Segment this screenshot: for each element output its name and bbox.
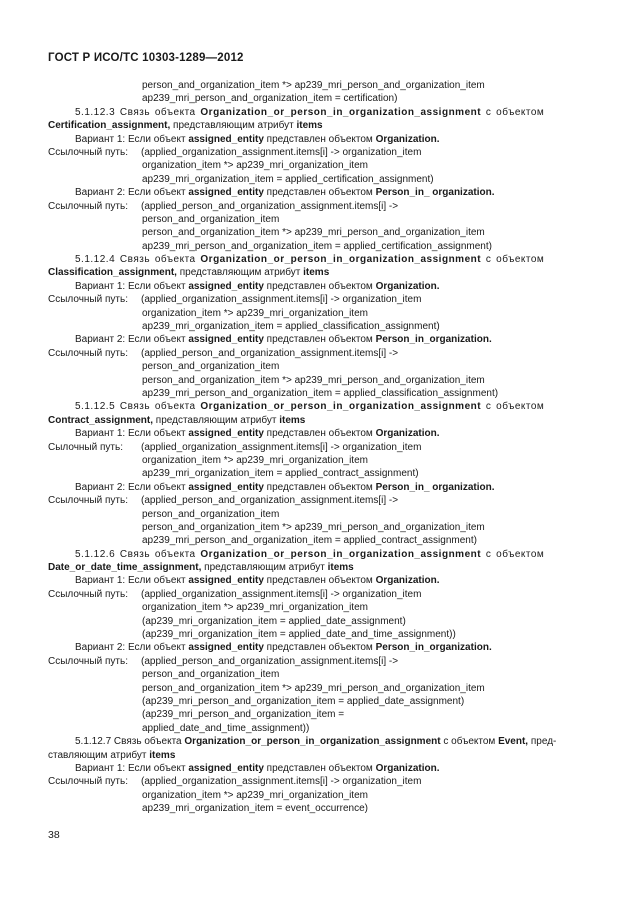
- path-label: Ссылочный путь:: [48, 776, 128, 788]
- text-line: organization_item *> ap239_mri_organization_item: [142, 454, 368, 466]
- text-line: (ap239_mri_person_and_organization_item =: [142, 709, 345, 721]
- bold-term: Classification_assignment,: [48, 267, 177, 279]
- bold-term: Organization_or_person_in_organization_assignment: [200, 254, 482, 266]
- bold-term: Event,: [498, 736, 529, 748]
- text-run: Вариант 2: Если объект: [75, 642, 189, 654]
- text-line: ap239_mri_organization_item = applied_certification_assignment): [142, 173, 434, 185]
- text-run: представляющим атрибут: [153, 414, 280, 426]
- text-line: organization_item *> ap239_mri_organization_item: [142, 789, 368, 801]
- text-run: (applied_person_and_organization_assignment.items[i] ->: [141, 495, 399, 507]
- text-run: представляющим атрибут: [201, 562, 328, 574]
- bold-term: Organization_or_person_in_organization_assignment: [200, 401, 482, 413]
- text-run: представляющим атрибут: [176, 267, 304, 279]
- text-line: [48, 333, 583, 346]
- text-line: ap239_mri_person_and_organization_item = certification): [142, 93, 398, 105]
- bold-term: assigned_entity: [188, 575, 264, 587]
- text-line: [48, 427, 583, 440]
- text-run: (applied_person_and_organization_assignment.items[i] ->: [141, 200, 399, 212]
- text-line: organization_item *> ap239_mri_organization_item: [142, 307, 368, 319]
- text-line: ap239_mri_organization_item = applied_contract_assignment): [142, 468, 419, 480]
- text-line: [48, 146, 583, 159]
- text-line: [48, 186, 583, 199]
- text-line: [48, 494, 583, 507]
- text-line: person_and_organization_item *> ap239_mri_person_and_organization_item: [142, 374, 485, 386]
- text-line: [48, 749, 583, 762]
- text-line: [48, 200, 583, 213]
- bold-term: Organization.: [375, 133, 440, 145]
- bold-term: assigned_entity: [188, 133, 264, 145]
- text-run: (applied_organization_assignment.items[i] -> organization_item: [141, 294, 422, 306]
- path-label: Ссылочный путь:: [48, 655, 128, 667]
- text-run: представлен объектом: [263, 334, 376, 346]
- text-line: [48, 775, 583, 788]
- bold-term: Person_in_organization.: [375, 642, 492, 654]
- text-line: applied_date_and_time_assignment)): [142, 722, 310, 734]
- text-line: [48, 414, 583, 427]
- bold-term: assigned_entity: [188, 481, 264, 493]
- bold-term: Contract_assignment,: [48, 414, 154, 426]
- text-run: 5.1.12.7 Связь объекта: [75, 736, 185, 748]
- text-line: [48, 280, 583, 293]
- text-run: 5.1.12.6 Связь объекта: [75, 548, 201, 560]
- text-line: [48, 253, 583, 266]
- bold-term: Certification_assignment,: [48, 120, 171, 132]
- document-header: ГОСТ Р ИСО/ТС 10303-1289—2012: [48, 52, 244, 64]
- bold-term: Organization_or_person_in_organization_assignment: [184, 736, 441, 748]
- text-line: [48, 293, 583, 306]
- text-line: [48, 106, 583, 119]
- path-label: Ссылочный путь:: [48, 495, 128, 507]
- text-line: person_and_organization_item *> ap239_mri_person_and_organization_item: [142, 521, 485, 533]
- text-line: [48, 762, 583, 775]
- bold-term: items: [279, 414, 306, 426]
- text-line: person_and_organization_item: [142, 361, 280, 373]
- text-line: [48, 400, 583, 413]
- text-line: person_and_organization_item: [142, 508, 280, 520]
- bold-term: Person_in_organization.: [375, 334, 492, 346]
- document-body: [48, 79, 583, 815]
- text-run: Вариант 2: Если объект: [75, 334, 189, 346]
- text-line: (ap239_mri_organization_item = applied_date_assignment): [142, 615, 406, 627]
- text-line: person_and_organization_item *> ap239_mri_person_and_organization_item: [142, 80, 485, 91]
- page-number: 38: [48, 829, 60, 841]
- text-run: (applied_person_and_organization_assignment.items[i] ->: [141, 655, 399, 667]
- path-label: Ссылочный путь:: [48, 588, 128, 600]
- text-line: [48, 266, 583, 279]
- text-run: с объектом: [481, 254, 545, 266]
- bold-term: items: [296, 120, 323, 132]
- bold-term: Organization.: [375, 762, 440, 774]
- text-line: [48, 119, 583, 132]
- bold-term: Organization.: [375, 575, 440, 587]
- text-line: organization_item *> ap239_mri_organization_item: [142, 602, 368, 614]
- text-line: ap239_mri_person_and_organization_item = applied_contract_assignment): [142, 535, 477, 547]
- text-run: ставляющим атрибут: [48, 749, 150, 761]
- path-label: Ссылочный путь:: [48, 200, 128, 212]
- text-run: представлен объектом: [263, 187, 376, 199]
- bold-term: Organization_or_person_in_organization_assignment: [200, 106, 482, 118]
- text-run: Вариант 2: Если объект: [75, 481, 189, 493]
- text-run: с объектом: [440, 736, 499, 748]
- text-run: (applied_organization_assignment.items[i] -> organization_item: [141, 441, 422, 453]
- path-label: Ссылочный путь:: [48, 294, 128, 306]
- path-label: Сылочный путь:: [48, 441, 123, 453]
- text-run: (applied_organization_assignment.items[i] -> organization_item: [141, 588, 422, 600]
- bold-term: assigned_entity: [188, 642, 264, 654]
- bold-term: Organization.: [375, 280, 440, 292]
- text-line: (ap239_mri_organization_item = applied_date_and_time_assignment)): [142, 629, 456, 641]
- text-line: person_and_organization_item *> ap239_mri_person_and_organization_item: [142, 682, 485, 694]
- text-line: [48, 133, 583, 146]
- text-line: ap239_mri_organization_item = applied_classification_assignment): [142, 321, 440, 333]
- bold-term: assigned_entity: [188, 280, 264, 292]
- text-line: [48, 347, 583, 360]
- text-run: представлен объектом: [263, 481, 376, 493]
- bold-term: assigned_entity: [188, 762, 264, 774]
- bold-term: assigned_entity: [188, 187, 264, 199]
- text-run: представлен объектом: [263, 762, 376, 774]
- text-line: [48, 655, 583, 668]
- text-line: organization_item *> ap239_mri_organization_item: [142, 160, 368, 172]
- text-line: ap239_mri_organization_item = event_occurrence): [142, 803, 368, 815]
- text-run: (applied_person_and_organization_assignment.items[i] ->: [141, 347, 399, 359]
- text-line: [48, 735, 583, 748]
- text-line: [48, 481, 583, 494]
- bold-term: items: [149, 749, 176, 761]
- text-run: представляющим атрибут: [170, 120, 297, 132]
- path-label: Ссылочный путь:: [48, 146, 128, 158]
- text-line: person_and_organization_item: [142, 669, 280, 681]
- text-run: Вариант 2: Если объект: [75, 187, 189, 199]
- text-line: [48, 441, 583, 454]
- text-run: представлен объектом: [263, 133, 376, 145]
- text-line: [48, 574, 583, 587]
- text-run: представлен объектом: [263, 280, 376, 292]
- text-run: 5.1.12.3 Связь объекта: [75, 106, 201, 118]
- bold-term: Person_in_ organization.: [375, 481, 495, 493]
- text-run: Вариант 1: Если объект: [75, 280, 189, 292]
- bold-term: Organization_or_person_in_organization_assignment: [200, 548, 482, 560]
- bold-term: items: [327, 562, 354, 574]
- text-run: (applied_organization_assignment.items[i] -> organization_item: [141, 776, 422, 788]
- text-line: [48, 548, 583, 561]
- text-run: 5.1.12.5 Связь объекта: [75, 401, 201, 413]
- text-run: Вариант 1: Если объект: [75, 428, 189, 440]
- path-label: Ссылочный путь:: [48, 347, 128, 359]
- text-line: person_and_organization_item: [142, 213, 280, 225]
- text-line: (ap239_mri_person_and_organization_item = applied_date_assignment): [142, 695, 465, 707]
- text-run: Вариант 1: Если объект: [75, 762, 189, 774]
- text-line: [48, 561, 583, 574]
- bold-term: items: [303, 267, 330, 279]
- bold-term: Organization.: [375, 428, 440, 440]
- bold-term: assigned_entity: [188, 428, 264, 440]
- text-run: 5.1.12.4 Связь объекта: [75, 254, 201, 266]
- bold-term: assigned_entity: [188, 334, 264, 346]
- text-line: [48, 588, 583, 601]
- text-run: с объектом: [481, 401, 545, 413]
- text-run: представлен объектом: [263, 575, 376, 587]
- text-run: с объектом: [481, 106, 545, 118]
- text-run: представлен объектом: [263, 642, 376, 654]
- text-run: Вариант 1: Если объект: [75, 133, 189, 145]
- bold-term: Person_in_ organization.: [375, 187, 495, 199]
- text-run: (applied_organization_assignment.items[i] -> organization_item: [141, 146, 422, 158]
- text-line: ap239_mri_person_and_organization_item = applied_certification_assignment): [142, 240, 492, 252]
- text-line: person_and_organization_item *> ap239_mri_person_and_organization_item: [142, 227, 485, 239]
- text-run: с объектом: [481, 548, 545, 560]
- bold-term: Date_or_date_time_assignment,: [48, 562, 202, 574]
- text-line: ap239_mri_person_and_organization_item = applied_classification_assignment): [142, 387, 499, 399]
- text-run: представлен объектом: [263, 428, 376, 440]
- text-line: [48, 641, 583, 654]
- text-run: пред-: [528, 736, 557, 748]
- text-run: Вариант 1: Если объект: [75, 575, 189, 587]
